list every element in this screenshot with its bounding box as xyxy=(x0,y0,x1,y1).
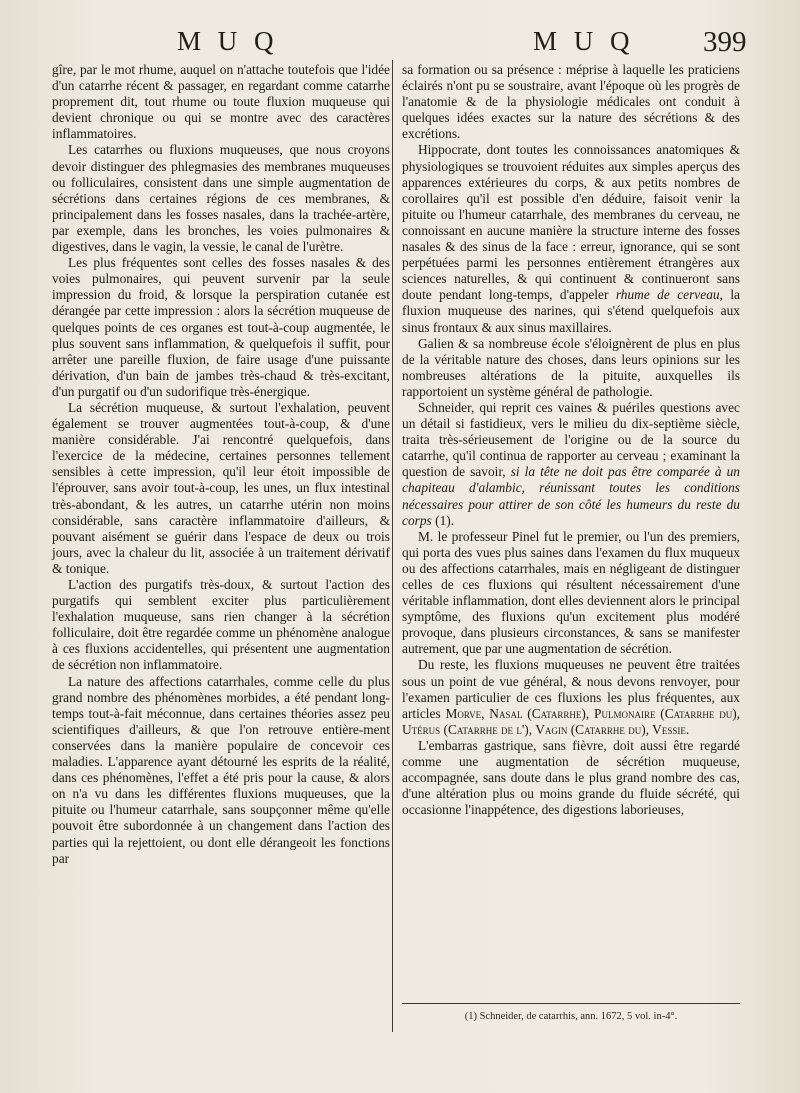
italic-quote: si la tête ne doit pas être comparée à un chapiteau d'alambic, réunissant toutes les conditions nécessaires pour attirer de son côté les humeurs du reste du corps xyxy=(402,464,740,528)
text-run: Hippocrate, dont toutes les connoissances anatomiques & physiologiques se trouvoient réduites aux simples aperçus des apparences extérieures du corps, & aux petits nombres de corollaires qu'il est possible d'en déduire, faisoit venir la pituite ou l'humeur catarrhale, des membranes du cerveau, ne connoissant en aucune manière la structure interne des fosses nasales & des sinus de la face : erreur, ignorance, qui se sont perpétuées parmi les personnes entièrement étrangères aux sciences naturelles, & qui continuent & continueront sans doute pendant long-temps, d'appeler xyxy=(402,142,740,303)
paragraph: L'action des purgatifs très-doux, & surtout l'action des purgatifs qui semblent exciter plus particulièrement l'exhalation muqueuse, sans rien changer à la sécrétion folliculaire, doit être regardée comme un phénomène analogue à ces fluxions accidentelles, qui présentent une augmentation de sécrétion non inflammatoire. xyxy=(52,577,390,673)
paragraph xyxy=(402,400,740,529)
paragraph: gîre, par le mot rhume, auquel on n'attache toutefois que l'idée d'un catarrhe récent & passager, en regardant comme catarrhe proprement dit, tout rhume ou toute fluxion muqueuse qui devient chronique ou qui se montre avec des caractères inflammatoires. xyxy=(52,62,390,142)
running-head-left: M U Q xyxy=(177,26,279,56)
footnote-rule xyxy=(402,1003,740,1004)
paragraph: La nature des affections catarrhales, comme celle du plus grand nombre des phénomènes morbides, a été pendant long-temps tout-à-fait méconnue, dans certaines théories assez peu scientifiques d'ailleurs, & que l'on retrouve entière-ment conservées dans la manière populaire de concevoir ces maladies. L'apparence ayant détourné les esprits de la réalité, dans ces phénomènes, l'effet a été pris pour la cause, & alors on n'a vu dans les différentes fluxions muqueuses, que la pituite ou l'humeur catarrhale, sans soupçonner même qu'elle pouvoit être subordonnée à un changement dans l'action des parties qui la rejettoient, ou dont elle dérangeoit les fonctions par xyxy=(52,673,390,866)
text-run: , la fluxion muqueuse des narines, qui s'étend quelquefois aux sinus frontaux & aux sinus maxillaires. xyxy=(402,287,740,335)
left-column xyxy=(52,62,390,867)
text-run: Du reste, les fluxions muqueuses ne peuvent être traitées sous un point de vue général, & nous devons renvoyer, pour l'examen particulier de ces fluxions les plus fréquentes, aux articles xyxy=(402,657,740,721)
paragraph: Galien & sa nombreuse école s'éloignèrent de plus en plus de la véritable nature des choses, dans leurs opinions sur les nombreuses altérations de la pituite, auxquelles ils rapportoient un système général de pathologie. xyxy=(402,335,740,399)
italic-term: rhume de cerveau xyxy=(615,287,720,303)
paragraph xyxy=(402,142,740,335)
paragraph xyxy=(402,657,740,737)
paragraph: M. le professeur Pinel fut le premier, ou l'un des premiers, qui porta des vues plus saines dans l'examen du flux muqueux ou des affections catarrhales, mais en négligeant de distinguer celles de ces fluxions qui résultent nécessairement d'une véritable inflammation, dont elles deviennent alors le principal symptôme, des fluxions qu'un excitement plus modéré provoque, dans plusieurs circonstances, & sans se manifester autrement, que par une augmentation de sécrétion. xyxy=(402,528,740,657)
paragraph: Les plus fréquentes sont celles des fosses nasales & des voies pulmonaires, qui peuvent survenir par la seule impression du froid, & lorsque la perspiration cutanée est dérangée par cette impression : alors la sécrétion muqueuse de quelques points de ces organes est tout-à-coup augmentée, le plus souvent sans inflammation, & quelquefois il suffit, pour arrêter une pareille fluxion, de faire usage d'une puissante dérivation, d'un bain de jambes très-chaud & très-excitant, d'un purgatif ou d'un sudorifique très-énergique. xyxy=(52,255,390,399)
paragraph: La sécrétion muqueuse, & surtout l'exhalation, peuvent également se trouver augmentées tout-à-coup, & d'une manière considérable. J'ai rencontré quelquefois, dans l'exercice de la médecine, certaines personnes tellement sensibles à cette impression, qu'il leur étoit impossible de l'éprouver, sans avoir tout-à-coup, les unes, un flux intestinal très-abondant, & les autres, un catarrhe utérin non moins considérable, sans caractère inflammatoire d'ailleurs, & pouvant aisément se guérir dans l'espace de deux ou trois jours, avec la chaleur du lit, associée à un traitement dérivatif & tonique. xyxy=(52,399,390,576)
column-divider xyxy=(392,60,393,1032)
paragraph: sa formation ou sa présence : méprise à laquelle les praticiens éclairés n'ont pu se soustraire, avant l'époque où les progrès de l'anatomie & de la physiologie médicales ont conduit à quelques idées exactes sur la nature des sécrétions & des excrétions. xyxy=(402,62,740,142)
paragraph: Les catarrhes ou fluxions muqueuses, que nous croyons devoir distinguer des phlegmasies des membranes muqueuses ou folliculaires, consistent dans une simple augmentation de sécrétions dans certaines régions de ces membranes, & principalement dans les fosses nasales, dans la trachée-artère, par exemple, dans les bronches, les voies pulmonaires & digestives, dans le vagin, la vessie, le canal de l'urètre. xyxy=(52,142,390,255)
cross-references: Morve, Nasal (Catarrhe), Pulmonaire (Catarrhe du), Utérus (Catarrhe de l'), Vagin (Catarrhe du), Vessie. xyxy=(402,705,740,737)
text-run: Schneider, qui reprit ces vaines & puériles questions avec un détail si fastidieux, vers le milieu du dix-septième siècle, traita très-sérieusement de l'origine ou de la source du catarrhe, qu'il continua de rapporter au cerveau ; examinant la question de savoir, xyxy=(402,399,740,480)
footnote: (1) Schneider, de catarrhis, ann. 1672, 5 vol. in-4°. xyxy=(464,1011,678,1022)
right-column xyxy=(402,62,740,818)
footnote-ref: (1). xyxy=(435,512,455,528)
running-head-right: M U Q xyxy=(533,26,635,56)
paragraph: L'embarras gastrique, sans fièvre, doit aussi être regardé comme une augmentation de sécrétion muqueuse, accompagnée, sans doute dans le plus grand nombre des cas, d'une altération plus ou moins grande du fluide sécrété, qui occasionne l'inappétence, des digestions laborieuses, xyxy=(402,737,740,818)
page-number: 399 xyxy=(703,26,747,58)
